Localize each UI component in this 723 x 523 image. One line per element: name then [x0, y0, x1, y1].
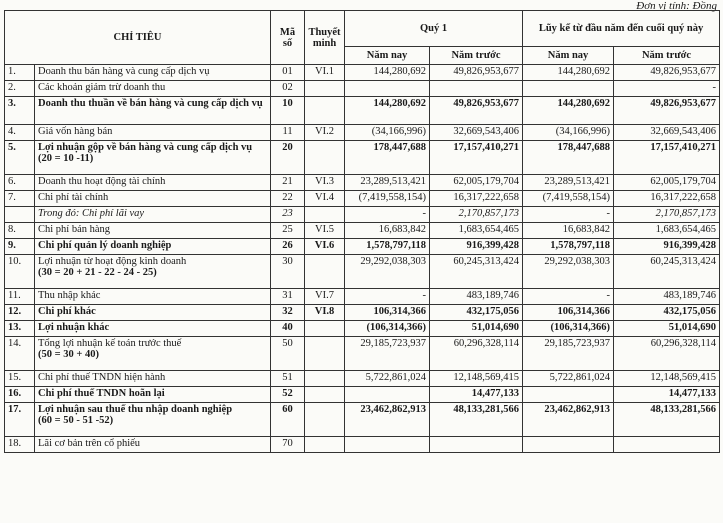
- table-row: [5, 97, 720, 125]
- quarter-current-value: (7,419,558,154): [345, 191, 430, 207]
- quarter-current-value: 106,314,366: [345, 305, 430, 321]
- row-formula: (30 = 20 + 21 - 22 - 24 - 25): [38, 267, 157, 278]
- row-code: 20: [271, 141, 305, 175]
- header-thuyet-minh: Thuyết minh: [305, 11, 345, 65]
- row-label: Chi phí thuế TNDN hiện hành: [35, 371, 271, 387]
- row-note: [305, 387, 345, 403]
- ytd-current-value: 5,722,861,024: [523, 371, 614, 387]
- row-number: 3.: [5, 97, 35, 125]
- quarter-previous-value: 49,826,953,677: [430, 97, 523, 125]
- quarter-current-value: 29,292,038,303: [345, 255, 430, 289]
- table-row: [5, 81, 720, 97]
- row-label: Lãi cơ bản trên cổ phiếu: [35, 437, 271, 453]
- ytd-previous-value: 48,133,281,566: [614, 403, 720, 437]
- quarter-current-value: 144,280,692: [345, 65, 430, 81]
- ytd-current-value: 29,185,723,937: [523, 337, 614, 371]
- row-formula: (60 = 50 - 51 -52): [38, 415, 114, 426]
- table-row: [5, 437, 720, 453]
- row-number: [5, 207, 35, 223]
- row-note: [305, 403, 345, 437]
- table-row: [5, 223, 720, 239]
- row-code: 50: [271, 337, 305, 371]
- row-number: 12.: [5, 305, 35, 321]
- row-label: Chi phí quản lý doanh nghiệp: [35, 239, 271, 255]
- row-number: 15.: [5, 371, 35, 387]
- row-note: [305, 437, 345, 453]
- ytd-current-value: [523, 437, 614, 453]
- row-code: 25: [271, 223, 305, 239]
- table-row: [5, 403, 720, 437]
- header-quy-nam-nay: Năm nay: [345, 47, 430, 65]
- row-note: [305, 141, 345, 175]
- ytd-current-value: (106,314,366): [523, 321, 614, 337]
- quarter-current-value: -: [345, 207, 430, 223]
- row-label: Chi phí thuế TNDN hoãn lại: [35, 387, 271, 403]
- row-number: 16.: [5, 387, 35, 403]
- row-number: 9.: [5, 239, 35, 255]
- row-number: 8.: [5, 223, 35, 239]
- row-note: VI.3: [305, 175, 345, 191]
- row-number: 5.: [5, 141, 35, 175]
- quarter-current-value: 16,683,842: [345, 223, 430, 239]
- quarter-previous-value: 483,189,746: [430, 289, 523, 305]
- table-row: [5, 207, 720, 223]
- ytd-current-value: 178,447,688: [523, 141, 614, 175]
- ytd-previous-value: 16,317,222,658: [614, 191, 720, 207]
- ytd-previous-value: 51,014,690: [614, 321, 720, 337]
- quarter-previous-value: 51,014,690: [430, 321, 523, 337]
- ytd-current-value: -: [523, 207, 614, 223]
- row-code: 23: [271, 207, 305, 223]
- row-code: 21: [271, 175, 305, 191]
- ytd-previous-value: 62,005,179,704: [614, 175, 720, 191]
- row-number: 6.: [5, 175, 35, 191]
- ytd-previous-value: 14,477,133: [614, 387, 720, 403]
- ytd-previous-value: 60,245,313,424: [614, 255, 720, 289]
- header-ma-so: Mã số: [271, 11, 305, 65]
- quarter-previous-value: [430, 81, 523, 97]
- row-number: 17.: [5, 403, 35, 437]
- row-label: Chi phí bán hàng: [35, 223, 271, 239]
- quarter-previous-value: 60,296,328,114: [430, 337, 523, 371]
- row-number: 4.: [5, 125, 35, 141]
- ytd-current-value: 106,314,366: [523, 305, 614, 321]
- ytd-previous-value: 483,189,746: [614, 289, 720, 305]
- row-note: [305, 255, 345, 289]
- quarter-previous-value: 2,170,857,173: [430, 207, 523, 223]
- ytd-current-value: 144,280,692: [523, 97, 614, 125]
- quarter-current-value: [345, 387, 430, 403]
- row-note: VI.1: [305, 65, 345, 81]
- row-note: [305, 321, 345, 337]
- row-number: 1.: [5, 65, 35, 81]
- row-note: [305, 371, 345, 387]
- table-row: [5, 289, 720, 305]
- unit-label: Đơn vị tính: Đồng: [636, 0, 717, 12]
- ytd-current-value: 29,292,038,303: [523, 255, 614, 289]
- row-label: Trong đó: Chi phí lãi vay: [35, 207, 271, 223]
- ytd-previous-value: 2,170,857,173: [614, 207, 720, 223]
- ytd-current-value: 144,280,692: [523, 65, 614, 81]
- row-code: 32: [271, 305, 305, 321]
- row-code: 31: [271, 289, 305, 305]
- ytd-current-value: 16,683,842: [523, 223, 614, 239]
- row-label: Doanh thu thuần về bán hàng và cung cấp dịch vụ: [35, 97, 271, 125]
- row-number: 7.: [5, 191, 35, 207]
- header-quy-1: Quý 1: [345, 11, 523, 47]
- row-label: Doanh thu hoạt động tài chính: [35, 175, 271, 191]
- header-luyke-nam-nay: Năm nay: [523, 47, 614, 65]
- row-number: 10.: [5, 255, 35, 289]
- quarter-current-value: (34,166,996): [345, 125, 430, 141]
- quarter-current-value: 5,722,861,024: [345, 371, 430, 387]
- row-note: VI.6: [305, 239, 345, 255]
- ytd-previous-value: 1,683,654,465: [614, 223, 720, 239]
- header-luy-ke: Lũy kế từ đầu năm đến cuối quý này: [523, 11, 720, 47]
- ytd-current-value: 23,462,862,913: [523, 403, 614, 437]
- row-number: 18.: [5, 437, 35, 453]
- table-row: [5, 321, 720, 337]
- ytd-previous-value: 49,826,953,677: [614, 65, 720, 81]
- ytd-current-value: (7,419,558,154): [523, 191, 614, 207]
- row-code: 70: [271, 437, 305, 453]
- table-row: [5, 255, 720, 289]
- quarter-current-value: 23,289,513,421: [345, 175, 430, 191]
- row-label: Doanh thu bán hàng và cung cấp dịch vụ: [35, 65, 271, 81]
- table-row: [5, 125, 720, 141]
- ytd-previous-value: [614, 437, 720, 453]
- quarter-previous-value: 1,683,654,465: [430, 223, 523, 239]
- quarter-current-value: -: [345, 289, 430, 305]
- quarter-current-value: 144,280,692: [345, 97, 430, 125]
- table-row: [5, 305, 720, 321]
- row-label: Lợi nhuận khác: [35, 321, 271, 337]
- row-code: 51: [271, 371, 305, 387]
- row-formula: (20 = 10 -11): [38, 153, 94, 164]
- row-code: 11: [271, 125, 305, 141]
- row-number: 11.: [5, 289, 35, 305]
- row-note: [305, 81, 345, 97]
- header-chi-tieu: CHỈ TIÊU: [5, 11, 271, 65]
- ytd-current-value: [523, 387, 614, 403]
- row-label: Giá vốn hàng bán: [35, 125, 271, 141]
- row-label: Lợi nhuận sau thuế thu nhập doanh nghiệp (60 = 50 - 51 -52): [35, 403, 271, 437]
- row-note: VI.8: [305, 305, 345, 321]
- row-formula: (50 = 30 + 40): [38, 349, 99, 360]
- row-label: Thu nhập khác: [35, 289, 271, 305]
- ytd-previous-value: 432,175,056: [614, 305, 720, 321]
- quarter-current-value: [345, 81, 430, 97]
- row-code: 02: [271, 81, 305, 97]
- quarter-previous-value: [430, 437, 523, 453]
- row-code: 26: [271, 239, 305, 255]
- row-label: Tổng lợi nhuận kế toán trước thuế (50 = 30 + 40): [35, 337, 271, 371]
- row-label: Lợi nhuận gộp về bán hàng và cung cấp dịch vụ (20 = 10 -11): [35, 141, 271, 175]
- row-label: Lợi nhuận từ hoạt động kinh doanh (30 = 20 + 21 - 22 - 24 - 25): [35, 255, 271, 289]
- ytd-previous-value: 32,669,543,406: [614, 125, 720, 141]
- header-quy-nam-truoc: Năm trước: [430, 47, 523, 65]
- row-note: VI.4: [305, 191, 345, 207]
- table-row: [5, 191, 720, 207]
- header-luyke-nam-truoc: Năm trước: [614, 47, 720, 65]
- row-label: Chi phí tài chính: [35, 191, 271, 207]
- row-number: 2.: [5, 81, 35, 97]
- table-row: [5, 337, 720, 371]
- quarter-previous-value: 62,005,179,704: [430, 175, 523, 191]
- row-label: Các khoản giảm trừ doanh thu: [35, 81, 271, 97]
- quarter-previous-value: 60,245,313,424: [430, 255, 523, 289]
- quarter-current-value: 1,578,797,118: [345, 239, 430, 255]
- ytd-previous-value: 17,157,410,271: [614, 141, 720, 175]
- ytd-current-value: (34,166,996): [523, 125, 614, 141]
- row-code: 01: [271, 65, 305, 81]
- quarter-previous-value: 48,133,281,566: [430, 403, 523, 437]
- quarter-current-value: 178,447,688: [345, 141, 430, 175]
- table-row: [5, 387, 720, 403]
- ytd-previous-value: 60,296,328,114: [614, 337, 720, 371]
- quarter-current-value: 23,462,862,913: [345, 403, 430, 437]
- row-code: 22: [271, 191, 305, 207]
- row-code: 40: [271, 321, 305, 337]
- quarter-current-value: (106,314,366): [345, 321, 430, 337]
- table-row: [5, 175, 720, 191]
- table-row: [5, 65, 720, 81]
- quarter-current-value: 29,185,723,937: [345, 337, 430, 371]
- row-note: [305, 97, 345, 125]
- ytd-previous-value: -: [614, 81, 720, 97]
- table-row: [5, 371, 720, 387]
- row-code: 30: [271, 255, 305, 289]
- quarter-previous-value: 32,669,543,406: [430, 125, 523, 141]
- quarter-previous-value: 432,175,056: [430, 305, 523, 321]
- ytd-current-value: [523, 81, 614, 97]
- ytd-previous-value: 916,399,428: [614, 239, 720, 255]
- row-note: [305, 207, 345, 223]
- row-number: 13.: [5, 321, 35, 337]
- quarter-previous-value: 12,148,569,415: [430, 371, 523, 387]
- quarter-previous-value: 916,399,428: [430, 239, 523, 255]
- ytd-current-value: 1,578,797,118: [523, 239, 614, 255]
- ytd-current-value: -: [523, 289, 614, 305]
- row-label: Chi phí khác: [35, 305, 271, 321]
- row-note: VI.5: [305, 223, 345, 239]
- table-row: [5, 141, 720, 175]
- income-statement-table: [4, 10, 720, 453]
- row-note: VI.7: [305, 289, 345, 305]
- quarter-previous-value: 16,317,222,658: [430, 191, 523, 207]
- ytd-previous-value: 49,826,953,677: [614, 97, 720, 125]
- row-code: 60: [271, 403, 305, 437]
- quarter-previous-value: 14,477,133: [430, 387, 523, 403]
- ytd-current-value: 23,289,513,421: [523, 175, 614, 191]
- quarter-previous-value: 17,157,410,271: [430, 141, 523, 175]
- table-row: [5, 239, 720, 255]
- row-code: 10: [271, 97, 305, 125]
- row-note: VI.2: [305, 125, 345, 141]
- ytd-previous-value: 12,148,569,415: [614, 371, 720, 387]
- row-note: [305, 337, 345, 371]
- quarter-previous-value: 49,826,953,677: [430, 65, 523, 81]
- row-code: 52: [271, 387, 305, 403]
- quarter-current-value: [345, 437, 430, 453]
- row-number: 14.: [5, 337, 35, 371]
